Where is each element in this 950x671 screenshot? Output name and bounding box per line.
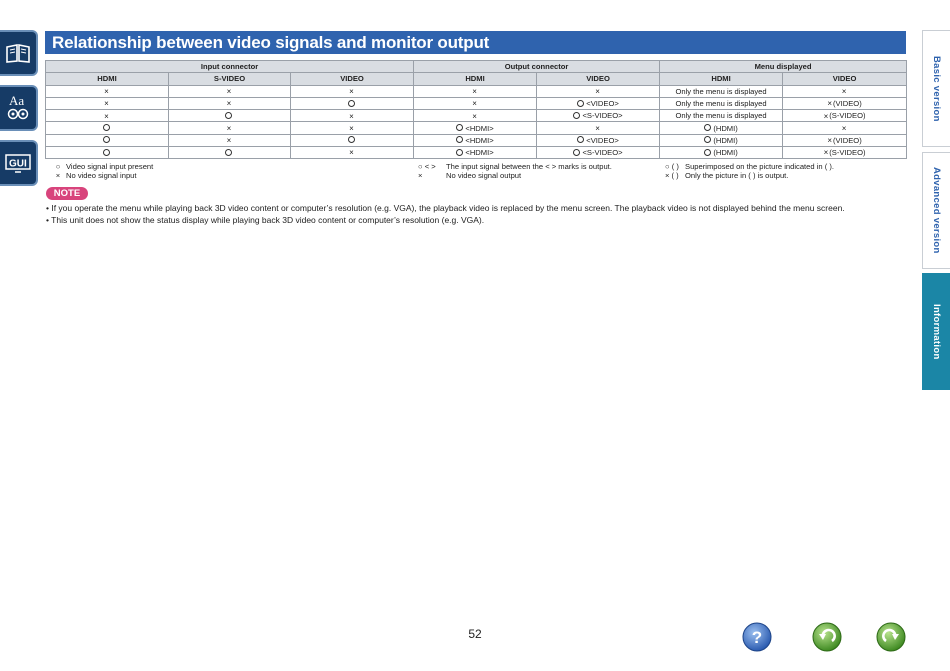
group-header-row xyxy=(46,61,907,73)
cell-text: Only the menu is displayed xyxy=(675,111,767,121)
tab-label: Advanced version xyxy=(931,167,942,254)
circle-mark-icon xyxy=(348,136,355,143)
circle-mark-icon xyxy=(704,149,711,156)
table-row xyxy=(46,97,907,109)
legend-item xyxy=(665,162,834,171)
group-header: Output connector xyxy=(414,61,660,73)
cell-text: (S-VIDEO) xyxy=(829,147,866,157)
circle-mark-icon xyxy=(456,124,463,131)
table-cell xyxy=(537,97,660,109)
table-cell xyxy=(169,85,291,97)
table-cell xyxy=(169,110,291,122)
table-cell xyxy=(169,97,291,109)
table-cell xyxy=(291,110,414,122)
legend-symbol: × xyxy=(418,171,423,180)
cell-text: <HDMI> xyxy=(465,135,494,145)
legend-item xyxy=(50,171,153,180)
table-cell xyxy=(537,110,660,122)
cell-text: Only the menu is displayed xyxy=(675,99,767,109)
circle-mark-icon xyxy=(573,149,580,156)
note-item: • This unit does not show the status display while playing back 3D video content or computer’s resolution (e.g. VGA). xyxy=(46,215,485,225)
table-row xyxy=(46,110,907,122)
table-cell xyxy=(783,147,907,159)
column-header: S-VIDEO xyxy=(169,73,291,85)
table-cell xyxy=(46,147,169,159)
legend-text: No video signal input xyxy=(66,171,137,180)
legend-symbol: ○ xyxy=(55,162,61,171)
tab-label: Basic version xyxy=(931,55,942,122)
table-cell xyxy=(414,147,537,159)
circle-mark-icon xyxy=(103,124,110,131)
table-cell xyxy=(660,110,783,122)
svg-text:GUI: GUI xyxy=(9,158,27,170)
cross-mark-icon: × xyxy=(226,123,232,133)
forward-button[interactable] xyxy=(876,622,906,652)
legend-text: No video signal output xyxy=(446,171,522,180)
note-badge: NOTE xyxy=(46,187,88,200)
legend-item xyxy=(665,171,834,180)
table-row xyxy=(46,134,907,146)
table-cell xyxy=(660,85,783,97)
cross-mark-icon: × xyxy=(823,111,829,121)
circle-mark-icon xyxy=(348,100,355,107)
cell-text: <S-VIDEO> xyxy=(582,148,623,158)
cell-text: <HDMI> xyxy=(465,123,494,133)
legend-symbol: × ( ) xyxy=(665,171,679,180)
help-button[interactable] xyxy=(742,622,772,652)
table-cell xyxy=(660,134,783,146)
back-button[interactable] xyxy=(812,622,842,652)
index-aa-icon[interactable] xyxy=(0,85,38,131)
table-cell xyxy=(414,122,537,134)
forward-arrow-icon xyxy=(876,622,906,652)
circle-mark-icon xyxy=(704,124,711,131)
back-arrow-icon xyxy=(812,622,842,652)
table-cell xyxy=(783,134,907,146)
tab-advanced-version[interactable] xyxy=(922,152,950,269)
table-cell xyxy=(660,97,783,109)
table-cell xyxy=(169,147,291,159)
table-cell xyxy=(660,147,783,159)
table-cell xyxy=(414,110,537,122)
cross-mark-icon: × xyxy=(595,86,600,96)
cross-mark-icon: × xyxy=(226,86,232,96)
signal-output-table xyxy=(45,60,907,159)
cross-mark-icon: × xyxy=(827,136,833,146)
column-header: VIDEO xyxy=(783,73,907,85)
column-header-row xyxy=(46,73,907,85)
cell-text: (HDMI) xyxy=(713,148,738,158)
cross-mark-icon: × xyxy=(104,99,109,109)
table-cell xyxy=(46,85,169,97)
table-row xyxy=(46,85,907,97)
cell-text: Only the menu is displayed xyxy=(675,86,767,96)
cross-mark-icon: × xyxy=(841,86,847,96)
circle-mark-icon xyxy=(577,100,584,107)
table-row xyxy=(46,122,907,134)
cell-text: (HDMI) xyxy=(713,135,738,145)
legend-input xyxy=(50,162,153,180)
table-cell xyxy=(46,97,169,109)
table-cell xyxy=(46,110,169,122)
cross-mark-icon: × xyxy=(226,99,232,109)
legend-text: Superimposed on the picture indicated in ( ). xyxy=(685,162,835,171)
cell-text: (VIDEO) xyxy=(833,98,862,108)
cross-mark-icon: × xyxy=(841,123,847,133)
table-cell xyxy=(537,122,660,134)
table-cell xyxy=(291,97,414,109)
table-cell xyxy=(291,134,414,146)
legend-item xyxy=(418,162,612,171)
cross-mark-icon: × xyxy=(472,111,477,121)
table-cell xyxy=(537,134,660,146)
cell-text: (VIDEO) xyxy=(833,135,862,145)
cross-mark-icon: × xyxy=(104,111,109,121)
circle-mark-icon xyxy=(225,112,232,119)
cross-mark-icon: × xyxy=(104,86,109,96)
legend-item xyxy=(50,162,153,171)
cross-mark-icon: × xyxy=(827,99,833,109)
legend-symbol: ○ ( ) xyxy=(665,162,679,171)
cell-text: <VIDEO> xyxy=(586,99,619,109)
table-cell xyxy=(291,147,414,159)
legend-text: The input signal between the < > marks is output. xyxy=(446,162,612,171)
legend-text: Only the picture in ( ) is output. xyxy=(685,171,789,180)
page-number: 52 xyxy=(468,627,482,641)
table-cell xyxy=(291,122,414,134)
cross-mark-icon: × xyxy=(349,148,354,158)
circle-mark-icon xyxy=(573,112,580,119)
table-cell xyxy=(783,85,907,97)
note-item: • If you operate the menu while playing back 3D video content or computer’s resolution (e.g. VGA), the playback video is replaced by the menu screen. The playback video is not displayed behind the menu screen. xyxy=(46,203,845,213)
legend-menu xyxy=(665,162,834,180)
tab-basic-version[interactable] xyxy=(922,30,950,147)
contents-book-icon[interactable] xyxy=(0,30,38,76)
gui-icon[interactable] xyxy=(0,140,38,186)
help-symbol: ? xyxy=(751,628,763,647)
circle-mark-icon xyxy=(103,136,110,143)
cross-mark-icon: × xyxy=(349,86,354,96)
table-cell xyxy=(783,97,907,109)
cross-mark-icon: × xyxy=(349,123,354,133)
column-header: HDMI xyxy=(660,73,783,85)
circle-mark-icon xyxy=(103,149,110,156)
table-body xyxy=(46,85,907,159)
table-row xyxy=(46,147,907,159)
help-icon xyxy=(742,622,772,652)
cross-mark-icon: × xyxy=(472,86,477,96)
column-header: HDMI xyxy=(414,73,537,85)
table-cell xyxy=(169,134,291,146)
table-cell xyxy=(783,110,907,122)
cell-text: <HDMI> xyxy=(465,148,494,158)
column-header: VIDEO xyxy=(291,73,414,85)
legend-output xyxy=(418,162,612,180)
circle-mark-icon xyxy=(577,136,584,143)
tab-information[interactable] xyxy=(922,273,950,390)
cell-text: <VIDEO> xyxy=(586,135,619,145)
legend-item xyxy=(418,171,612,180)
table-cell xyxy=(660,122,783,134)
circle-mark-icon xyxy=(704,136,711,143)
cross-mark-icon: × xyxy=(595,123,600,133)
cross-mark-icon: × xyxy=(472,99,477,109)
group-header: Menu displayed xyxy=(660,61,907,73)
circle-mark-icon xyxy=(456,136,463,143)
svg-text:Aa: Aa xyxy=(9,93,25,108)
table-cell xyxy=(169,122,291,134)
table-cell xyxy=(414,85,537,97)
cross-mark-icon: × xyxy=(349,111,354,121)
circle-mark-icon xyxy=(225,149,232,156)
cell-text: (HDMI) xyxy=(713,123,738,133)
table-cell xyxy=(537,147,660,159)
table-cell xyxy=(46,134,169,146)
page-title: Relationship between video signals and monitor output xyxy=(45,31,906,54)
cross-mark-icon: × xyxy=(823,148,829,158)
table-cell xyxy=(537,85,660,97)
column-header: VIDEO xyxy=(537,73,660,85)
table-cell xyxy=(783,122,907,134)
table-cell xyxy=(414,97,537,109)
table-cell xyxy=(46,122,169,134)
table-cell xyxy=(291,85,414,97)
circle-mark-icon xyxy=(456,149,463,156)
legend-text: Video signal input present xyxy=(66,162,154,171)
cell-text: <S-VIDEO> xyxy=(582,111,623,121)
legend-symbol: × xyxy=(55,171,61,180)
legend-symbol: ○ < > xyxy=(418,162,436,171)
cross-mark-icon: × xyxy=(226,136,232,146)
column-header: HDMI xyxy=(46,73,169,85)
group-header: Input connector xyxy=(46,61,414,73)
tab-label: Information xyxy=(931,303,942,360)
table-cell xyxy=(414,134,537,146)
cell-text: (S-VIDEO) xyxy=(829,111,866,121)
